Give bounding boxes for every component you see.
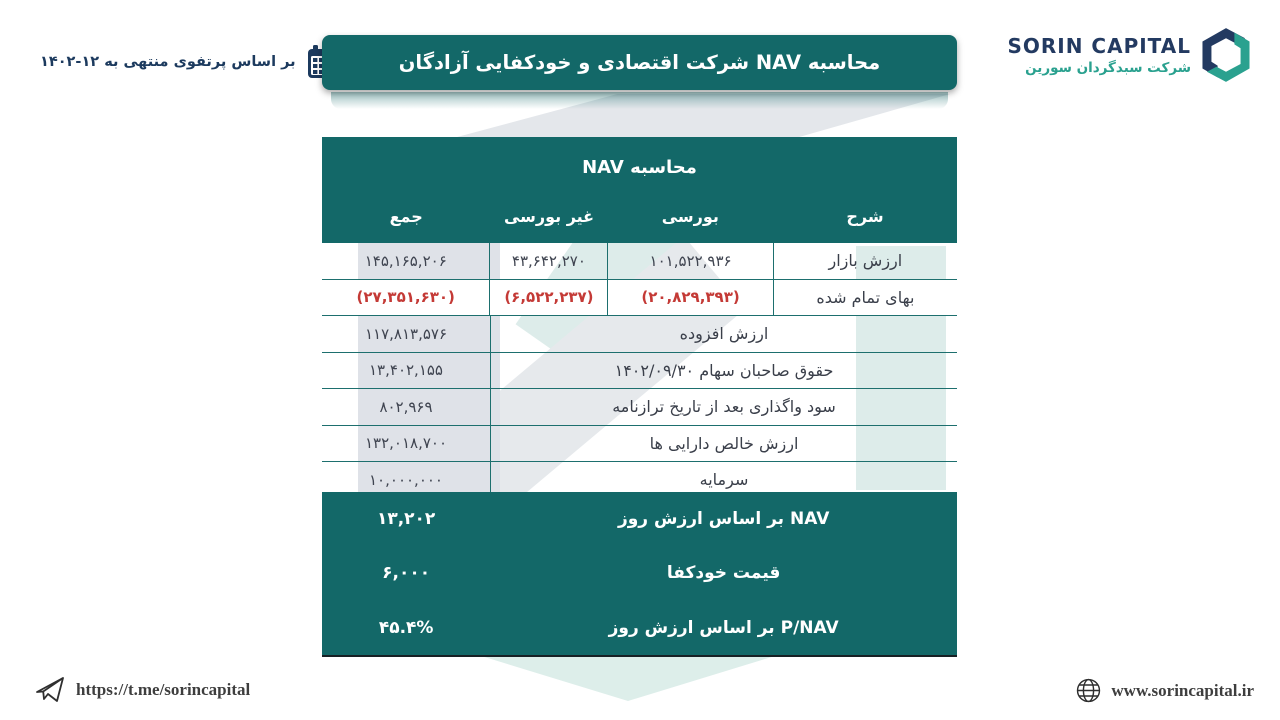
banner bbox=[322, 35, 957, 90]
banner-reflection bbox=[331, 92, 948, 109]
row-label: بهای تمام شده bbox=[816, 287, 915, 307]
row-value: ۸۰۲,۹۶۹ bbox=[322, 389, 491, 425]
row-label: ارزش خالص دارایی ها bbox=[649, 433, 799, 453]
table-row bbox=[322, 316, 957, 353]
row-value: (۲۰,۸۲۹,۳۹۳) bbox=[608, 280, 773, 316]
banner-title: محاسبه NAV شرکت اقتصادی و خودکفایی آزادگان bbox=[398, 51, 881, 74]
table-row-negative bbox=[322, 280, 957, 317]
row-value: ۱۳۲,۰۱۸,۷۰۰ bbox=[322, 426, 491, 462]
table-header bbox=[322, 137, 957, 243]
table-body bbox=[322, 243, 957, 498]
summary-value: ۱۳,۲۰۲ bbox=[376, 509, 436, 530]
table-column-headers bbox=[322, 197, 957, 243]
nav-table bbox=[322, 137, 957, 498]
row-label: ارزش بازار bbox=[828, 251, 903, 271]
row-value: ۱۱۷,۸۱۳,۵۷۶ bbox=[322, 316, 491, 352]
summary-row bbox=[322, 546, 957, 600]
website-link-group bbox=[1075, 677, 1254, 704]
row-value: ۴۳,۶۴۲,۲۷۰ bbox=[490, 243, 608, 279]
row-label: سرمایه bbox=[699, 470, 749, 490]
brand-logo bbox=[1007, 26, 1254, 84]
brand-subtitle: شرکت سبدگردان سورین bbox=[1025, 60, 1191, 76]
brand-hexagon-icon bbox=[1198, 26, 1254, 84]
col-header-total: جمع bbox=[389, 206, 423, 226]
summary-block bbox=[322, 492, 957, 657]
table-row bbox=[322, 243, 957, 280]
col-header-unlisted: غیر بورسی bbox=[503, 206, 595, 226]
brand-name: SORIN CAPITAL bbox=[1007, 34, 1191, 58]
table-row bbox=[322, 389, 957, 426]
row-label: حقوق صاحبان سهام ۱۴۰۲/۰۹/۳۰ bbox=[614, 360, 834, 380]
telegram-link-group bbox=[34, 674, 250, 706]
summary-label: P/NAV بر اساس ارزش روز bbox=[608, 617, 839, 638]
row-value: (۲۷,۳۵۱,۶۳۰) bbox=[322, 280, 490, 316]
summary-value: ۴۵.۴% bbox=[378, 617, 434, 638]
table-row bbox=[322, 353, 957, 390]
summary-row bbox=[322, 492, 957, 546]
portfolio-basis-text: بر اساس پرتفوی منتهی به ۱۲-۱۴۰۲ bbox=[40, 54, 296, 70]
row-value: ۱۰۱,۵۲۲,۹۳۶ bbox=[608, 243, 773, 279]
row-label: ارزش افزوده bbox=[679, 324, 769, 344]
globe-icon[interactable] bbox=[1075, 677, 1102, 704]
summary-row bbox=[322, 601, 957, 655]
summary-label: قیمت خودکفا bbox=[666, 563, 781, 584]
table-row bbox=[322, 426, 957, 463]
row-value: (۶,۵۲۲,۲۳۷) bbox=[490, 280, 608, 316]
telegram-icon[interactable] bbox=[34, 674, 66, 706]
summary-value: ۶,۰۰۰ bbox=[382, 563, 431, 584]
col-header-listed: بورسی bbox=[661, 206, 719, 226]
website-url[interactable]: www.sorincapital.ir bbox=[1111, 680, 1254, 700]
telegram-url[interactable]: https://t.me/sorincapital bbox=[76, 680, 251, 699]
portfolio-basis bbox=[40, 44, 342, 80]
watermark-teal-triangle bbox=[478, 655, 778, 701]
row-value: ۱۳,۴۰۲,۱۵۵ bbox=[322, 353, 491, 389]
row-value: ۱۴۵,۱۶۵,۲۰۶ bbox=[322, 243, 490, 279]
row-value: ۱۰,۰۰۰,۰۰۰ bbox=[322, 462, 491, 498]
summary-label: NAV بر اساس ارزش روز bbox=[617, 509, 830, 530]
row-label: سود واگذاری بعد از تاریخ ترازنامه bbox=[612, 397, 836, 417]
table-title: محاسبه NAV bbox=[582, 156, 697, 178]
col-header-desc: شرح bbox=[846, 206, 884, 226]
